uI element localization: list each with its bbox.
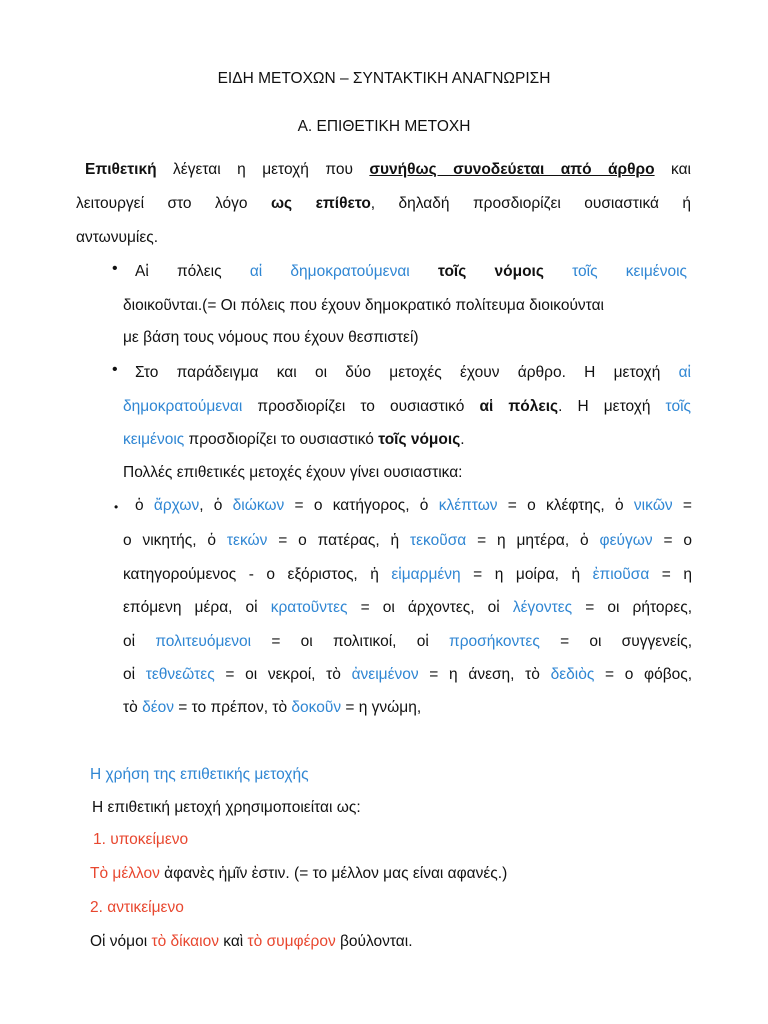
bullet3-line-4 xyxy=(123,598,692,618)
bullet2-line-1 xyxy=(135,363,691,383)
gloss-text: = το πρέπον, τὸ xyxy=(173,699,292,716)
gloss-text: = η μοίρα, ἡ xyxy=(460,566,593,583)
gloss-text: = ο κλέφτης, ὁ xyxy=(497,497,634,514)
text: και xyxy=(671,161,691,178)
bullet3-line-7 xyxy=(123,698,421,718)
gloss-text: = xyxy=(672,497,692,514)
gloss-text: = η xyxy=(649,566,692,583)
participle-term: τεκών xyxy=(226,532,268,549)
text: τοῖς νόμοις xyxy=(378,431,461,448)
text: δημοκρατούμεναι xyxy=(123,398,243,415)
gloss-text: κατηγορούμενος - ο εξόριστος, ἡ xyxy=(123,566,392,583)
participle-term: ἄρχων xyxy=(153,497,200,514)
participle-term: κρατοῦντες xyxy=(270,599,348,616)
bullet2-line-4: Πολλές επιθετικές μετοχές έχουν γίνει ουσιαστικα: xyxy=(123,464,463,481)
usage-item-2: 2. αντικείμενο xyxy=(90,899,184,916)
participle-term: εἱμαρμένη xyxy=(391,566,461,583)
example-2 xyxy=(90,932,413,952)
text: λέγεται η μετοχή που xyxy=(173,161,353,178)
bullet1-line-2: διοικοῦνται.(= Οι πόλεις που έχουν δημοκρατικό πολίτευμα διοικούνται xyxy=(123,297,604,314)
participle-term: ἀνειμένον xyxy=(351,666,419,683)
emphasis-arthro: συνήθως συνοδεύεται από άρθρο xyxy=(369,161,655,178)
gloss-text: επόμενη μέρα, οἱ xyxy=(123,599,271,616)
gloss-text: = ο φόβος, xyxy=(594,666,693,683)
text: ἀφανὲς ἡμῖν ἐστιν. (= το μέλλον μας είναι αφανές.) xyxy=(159,865,508,882)
gloss-text: ο νικητής, ὁ xyxy=(123,532,227,549)
gloss-text: = ο πατέρας, ἡ xyxy=(267,532,411,549)
intro-line-2 xyxy=(76,194,691,214)
text: Στο παράδειγμα και οι δύο μετοχές έχουν άρθρο. Η μετοχή xyxy=(135,364,661,381)
gloss-text: τὸ xyxy=(123,699,143,716)
bullet1-line-3: με βάση τους νόμους που έχουν θεσπιστεί) xyxy=(123,329,419,346)
emphasis-epitheto: ως επίθετο xyxy=(270,195,371,212)
gloss-text: = οι νεκροί, τὸ xyxy=(214,666,352,683)
text: προσδιορίζει το ουσιαστικό xyxy=(188,431,374,448)
gloss-text: = οι πολιτικοί, οἱ xyxy=(251,633,450,650)
gloss-text: = οι ρήτορες, xyxy=(572,599,693,616)
participle-term: φεύγων xyxy=(599,532,653,549)
participle-term: πολιτευόμενοι xyxy=(155,633,252,650)
text: αἱ πόλεις xyxy=(479,398,559,415)
gloss-text: = ο xyxy=(652,532,692,549)
text: Τὸ μέλλον xyxy=(90,865,160,882)
participle-term: τεθνεῶτες xyxy=(145,666,215,683)
section-title: Α. ΕΠΙΘΕΤΙΚΗ ΜΕΤΟΧΗ xyxy=(297,118,471,135)
text: , δηλαδή προσδιορίζει ουσιαστικά ή xyxy=(370,195,692,212)
text: προσδιορίζει το ουσιαστικό xyxy=(257,398,465,415)
bullet3-line-3 xyxy=(123,565,692,585)
gloss-text: = οι άρχοντες, οἱ xyxy=(347,599,513,616)
text: τὸ συμφέρον xyxy=(247,933,336,950)
text: κειμένοις xyxy=(123,431,185,448)
usage-item-1: 1. υποκείμενο xyxy=(93,831,189,848)
participle-example: αἱ δημοκρατούμεναι xyxy=(249,263,410,280)
bullet3-line-2 xyxy=(123,531,692,551)
bullet2-line-3 xyxy=(123,430,465,450)
text: . xyxy=(460,431,465,448)
participle-example: τοῖς κειμένοις xyxy=(572,263,687,280)
text: τοῖς νόμοις xyxy=(437,263,544,280)
participle-term: δέον xyxy=(142,699,174,716)
term-epitheti: Επιθετική xyxy=(85,161,157,178)
gloss-text: , ὁ xyxy=(199,497,233,514)
participle-term: τεκοῦσα xyxy=(410,532,467,549)
document-title: ΕΙΔΗ ΜΕΤΟΧΩΝ – ΣΥΝΤΑΚΤΙΚΗ ΑΝΑΓΝΩΡΙΣΗ xyxy=(217,70,551,87)
intro-line-3: αντωνυμίες. xyxy=(76,229,159,246)
bullet3-line-6 xyxy=(123,665,692,685)
participle-term: κλέπτων xyxy=(438,497,498,514)
gloss-text: οἱ xyxy=(123,633,156,650)
example-1 xyxy=(90,864,507,884)
section-intro: Η επιθετική μετοχή χρησιμοποιείται ως: xyxy=(92,799,361,816)
participle-term: προσήκοντες xyxy=(449,633,540,650)
text: τὸ δίκαιον xyxy=(151,933,219,950)
participle-term: διώκων xyxy=(232,497,285,514)
text: Αἱ πόλεις xyxy=(135,263,222,280)
gloss-text: = οι συγγενείς, xyxy=(539,633,693,650)
bullet-icon: • xyxy=(112,361,118,378)
bullet3-line-1 xyxy=(135,496,692,516)
gloss-text: = ο κατήγορος, ὁ xyxy=(284,497,439,514)
text: . Η μετοχή xyxy=(558,398,651,415)
intro-line-1 xyxy=(85,160,691,180)
text: Οἱ νόμοι xyxy=(90,933,152,950)
participle-term: δεδιὸς xyxy=(550,666,595,683)
bullet-icon: • xyxy=(114,500,119,514)
text: αἱ xyxy=(678,364,691,381)
text: βούλονται. xyxy=(335,933,413,950)
text: τοῖς xyxy=(665,398,691,415)
participle-term: ἐπιοῦσα xyxy=(592,566,650,583)
participle-term: λέγοντες xyxy=(512,599,573,616)
bullet-icon: • xyxy=(112,260,118,277)
gloss-text: = η μητέρα, ὁ xyxy=(466,532,600,549)
gloss-text: ὁ xyxy=(135,497,154,514)
bullet3-line-5 xyxy=(123,632,692,652)
gloss-text: = η άνεση, τὸ xyxy=(418,666,551,683)
participle-term: νικῶν xyxy=(633,497,673,514)
bullet2-line-2 xyxy=(123,397,691,417)
gloss-text: = η γνώμη, xyxy=(341,699,422,716)
bullet1-line-1 xyxy=(135,262,687,282)
section-heading: Η χρήση της επιθετικής μετοχής xyxy=(90,766,309,783)
text: λειτουργεί στο λόγο xyxy=(76,195,248,212)
text: καὶ xyxy=(218,933,248,950)
participle-term: δοκοῦν xyxy=(291,699,342,716)
gloss-text: οἱ xyxy=(123,666,146,683)
